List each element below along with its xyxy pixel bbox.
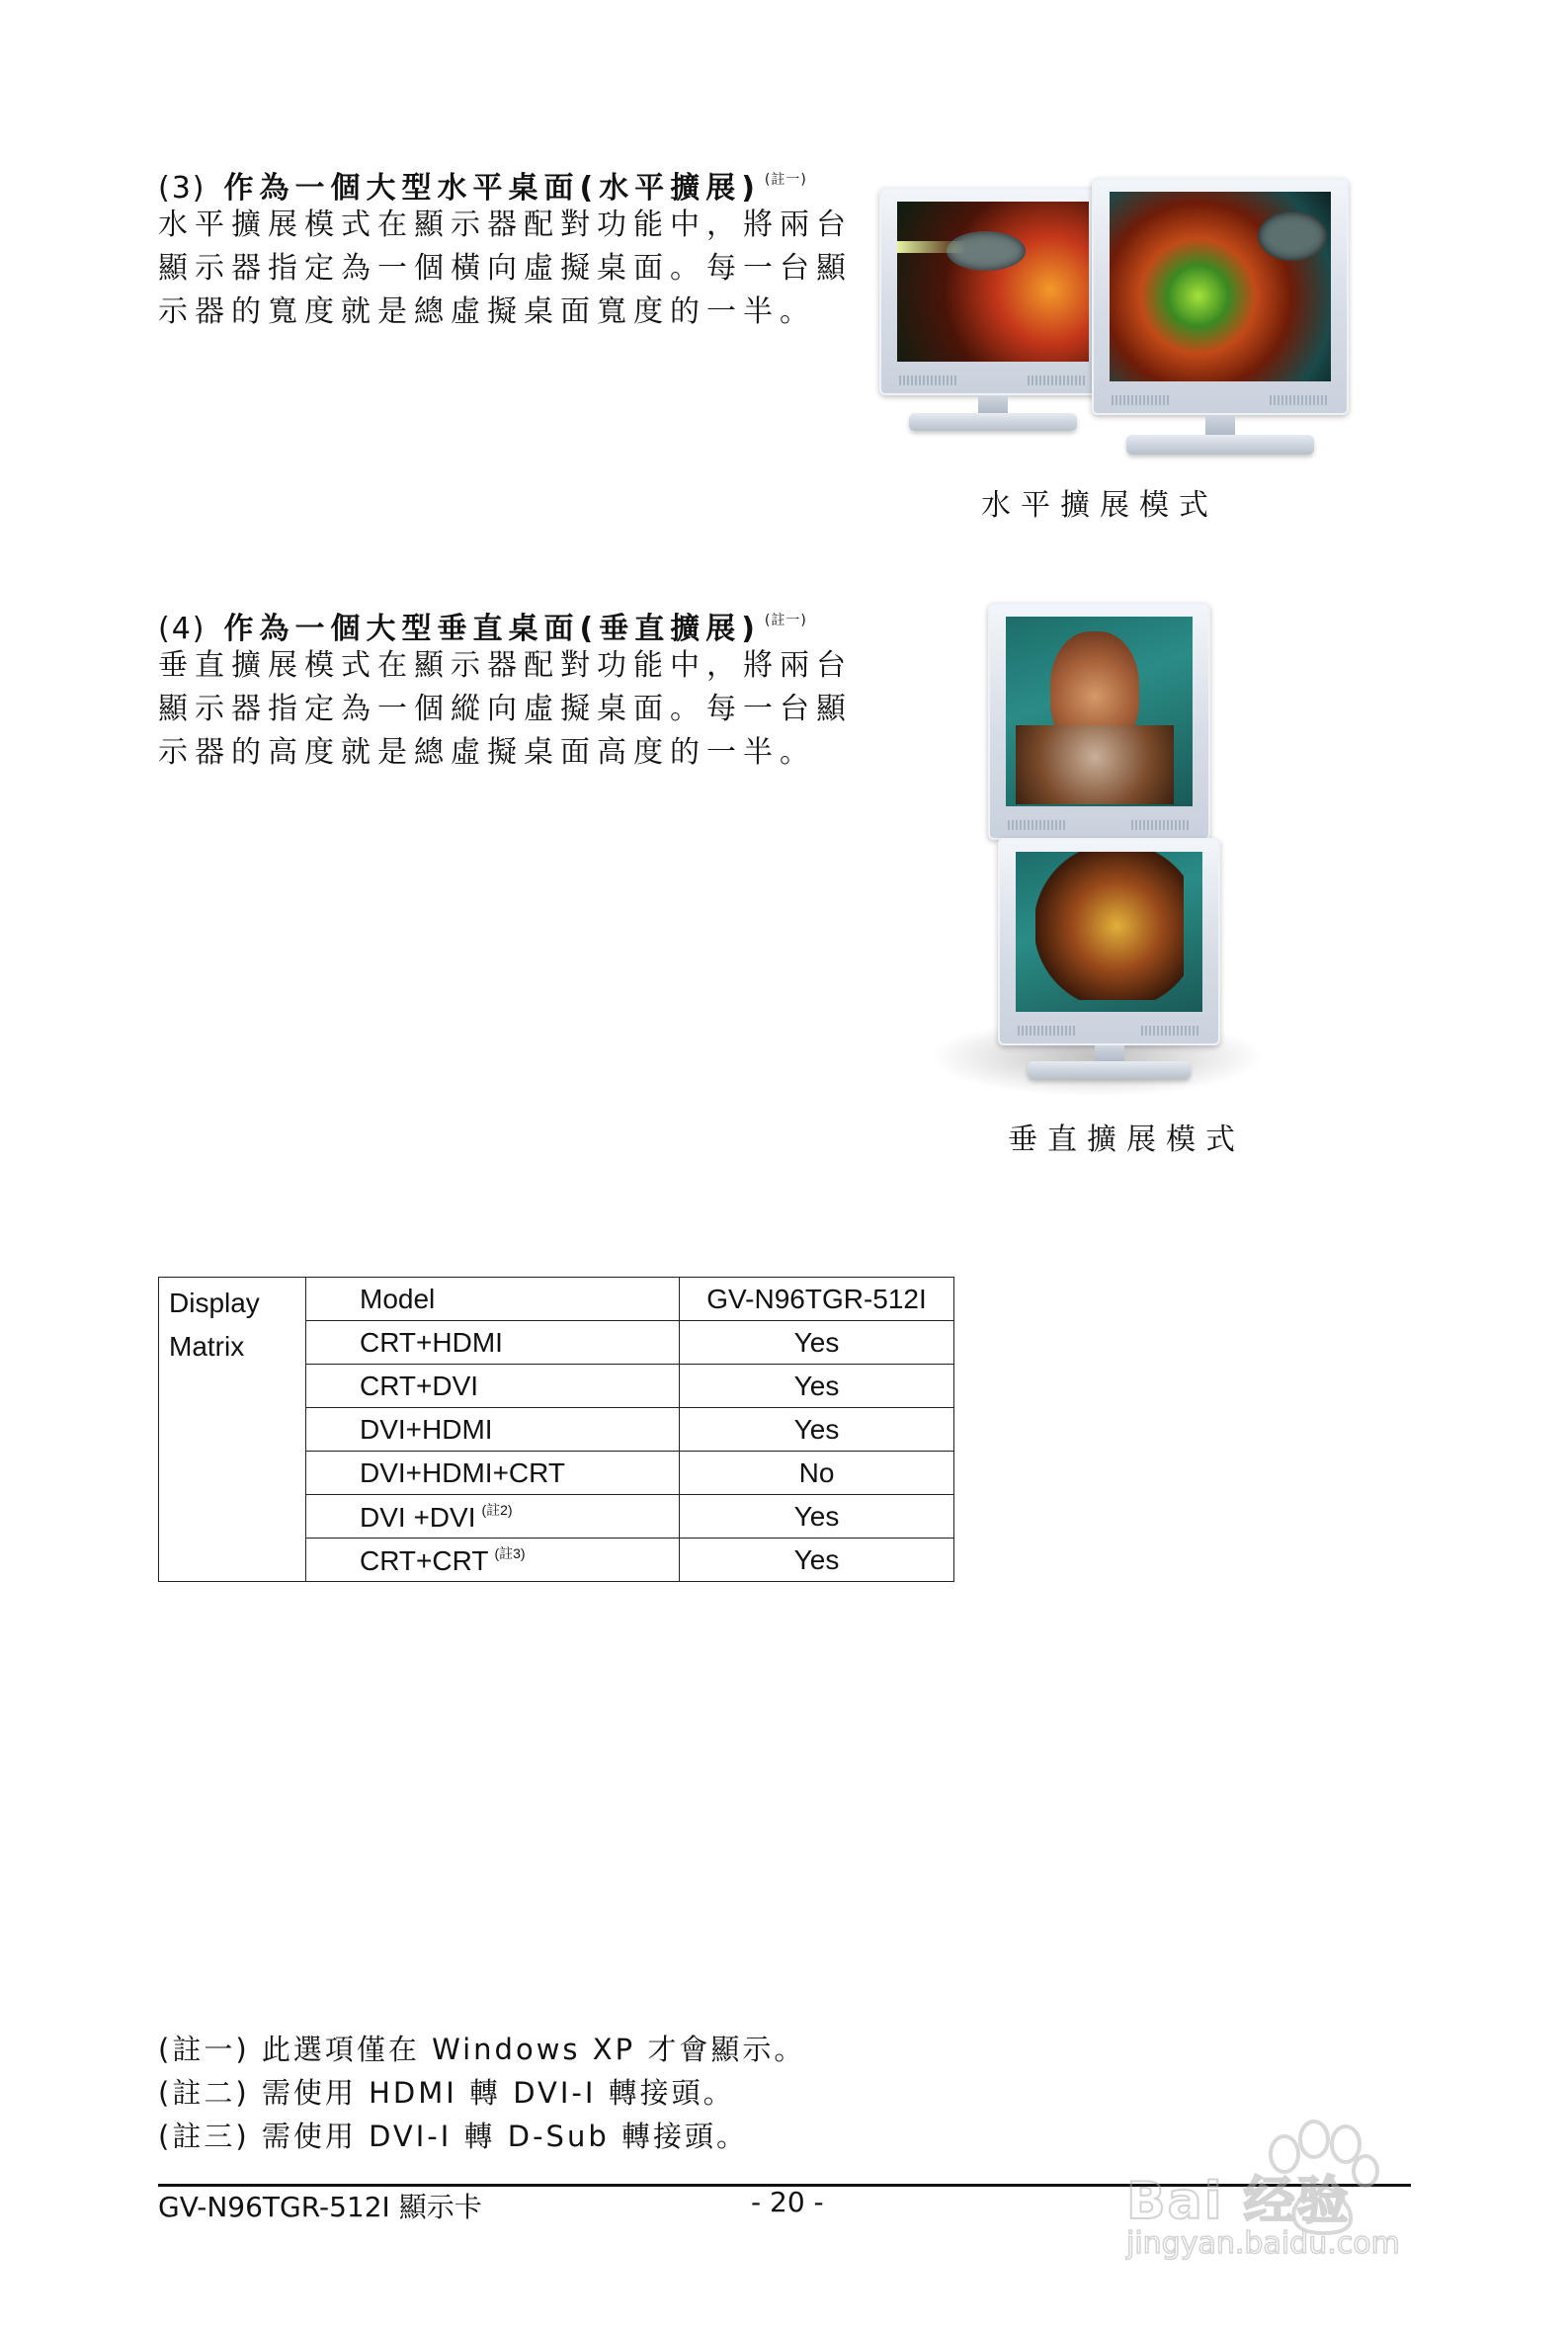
model-label: DVI +DVI (360, 1501, 476, 1533)
model-cell (306, 1495, 680, 1539)
section4-title: 作為一個大型垂直桌面(垂直擴展) (223, 612, 761, 646)
section4-number: (4) (158, 612, 206, 646)
footnote-text: 需使用 HDMI 轉 DVI-I 轉接頭。 (261, 2076, 735, 2110)
model-label: DVI+HDMI+CRT (360, 1456, 565, 1488)
watermark-brand: Bai 经验 (1126, 2172, 1351, 2231)
display-matrix-table (158, 1277, 954, 1582)
footer-product-name: GV-N96TGR-512I 顯示卡 (158, 2191, 482, 2223)
left-monitor-image (879, 188, 1107, 445)
horizontal-span-caption: 水平擴展模式 (981, 488, 1218, 523)
section3-body (158, 204, 853, 334)
model-cell (306, 1321, 680, 1365)
display-matrix-header-line: Display (169, 1288, 260, 1318)
section4-body (158, 644, 853, 775)
section3-title: 作為一個大型水平桌面(水平擴展) (223, 171, 761, 206)
support-value-cell: Yes (680, 1365, 954, 1408)
support-value-cell: No (680, 1452, 954, 1495)
support-value-cell: Yes (680, 1495, 954, 1539)
support-value-cell: Yes (680, 1539, 954, 1582)
model-cell (306, 1408, 680, 1452)
section3-line: 示器的寬度就是總虛擬桌面寬度的一半。 (158, 294, 816, 329)
right-monitor-image (1092, 178, 1349, 474)
footnote-label: (註一) (158, 2033, 250, 2066)
display-matrix-header-line: Matrix (169, 1331, 245, 1362)
model-cell (306, 1452, 680, 1495)
table-header-row (159, 1278, 954, 1321)
watermark-url: jingyan.baidu.com (1126, 2226, 1400, 2261)
horizontal-span-figure (869, 178, 1363, 474)
section4-line: 垂直擴展模式在顯示器配對功能中，將兩台 (158, 648, 853, 683)
column-header-model: Model (306, 1278, 680, 1321)
model-label: CRT+HDMI (360, 1326, 503, 1358)
column-header-product: GV-N96TGR-512I (680, 1278, 954, 1321)
footnote-label: (註三) (158, 2120, 250, 2153)
model-label: DVI+HDMI (360, 1413, 493, 1445)
model-cell (306, 1365, 680, 1408)
section4-line: 顯示器指定為一個縱向虛擬桌面。每一台顯 (158, 692, 853, 726)
support-value-cell: Yes (680, 1408, 954, 1452)
bottom-monitor-image (998, 838, 1220, 1085)
footnote-text: 需使用 DVI-I 轉 D-Sub 轉接頭。 (261, 2120, 748, 2153)
model-note-ref: (註3) (494, 1544, 526, 1561)
footnote-text: 此選項僅在 Windows XP 才會顯示。 (261, 2033, 806, 2066)
support-value-cell: Yes (680, 1321, 954, 1365)
section3-note-ref: (註一) (764, 172, 807, 188)
vertical-span-caption: 垂直擴展模式 (1008, 1123, 1245, 1157)
model-label: CRT+DVI (360, 1370, 479, 1401)
model-label: CRT+CRT (360, 1544, 489, 1576)
model-note-ref: (註2) (481, 1501, 513, 1518)
top-monitor-image (988, 603, 1210, 840)
section3-number: (3) (158, 171, 206, 206)
section3-line: 水平擴展模式在顯示器配對功能中，將兩台 (158, 208, 853, 242)
page-number: - 20 - (751, 2186, 824, 2218)
baidu-jingyan-watermark (1116, 2100, 1472, 2268)
vertical-span-figure (929, 593, 1265, 1107)
section4-line: 示器的高度就是總虛擬桌面高度的一半。 (158, 735, 816, 770)
footnote-label: (註二) (158, 2076, 250, 2110)
footnotes (158, 2028, 805, 2158)
model-cell (306, 1539, 680, 1582)
section4-note-ref: (註一) (764, 613, 807, 628)
footnote (158, 2071, 805, 2115)
display-matrix-header (159, 1278, 306, 1582)
section3-line: 顯示器指定為一個橫向虛擬桌面。每一台顯 (158, 251, 853, 286)
footnote (158, 2028, 805, 2071)
footnote (158, 2115, 805, 2158)
